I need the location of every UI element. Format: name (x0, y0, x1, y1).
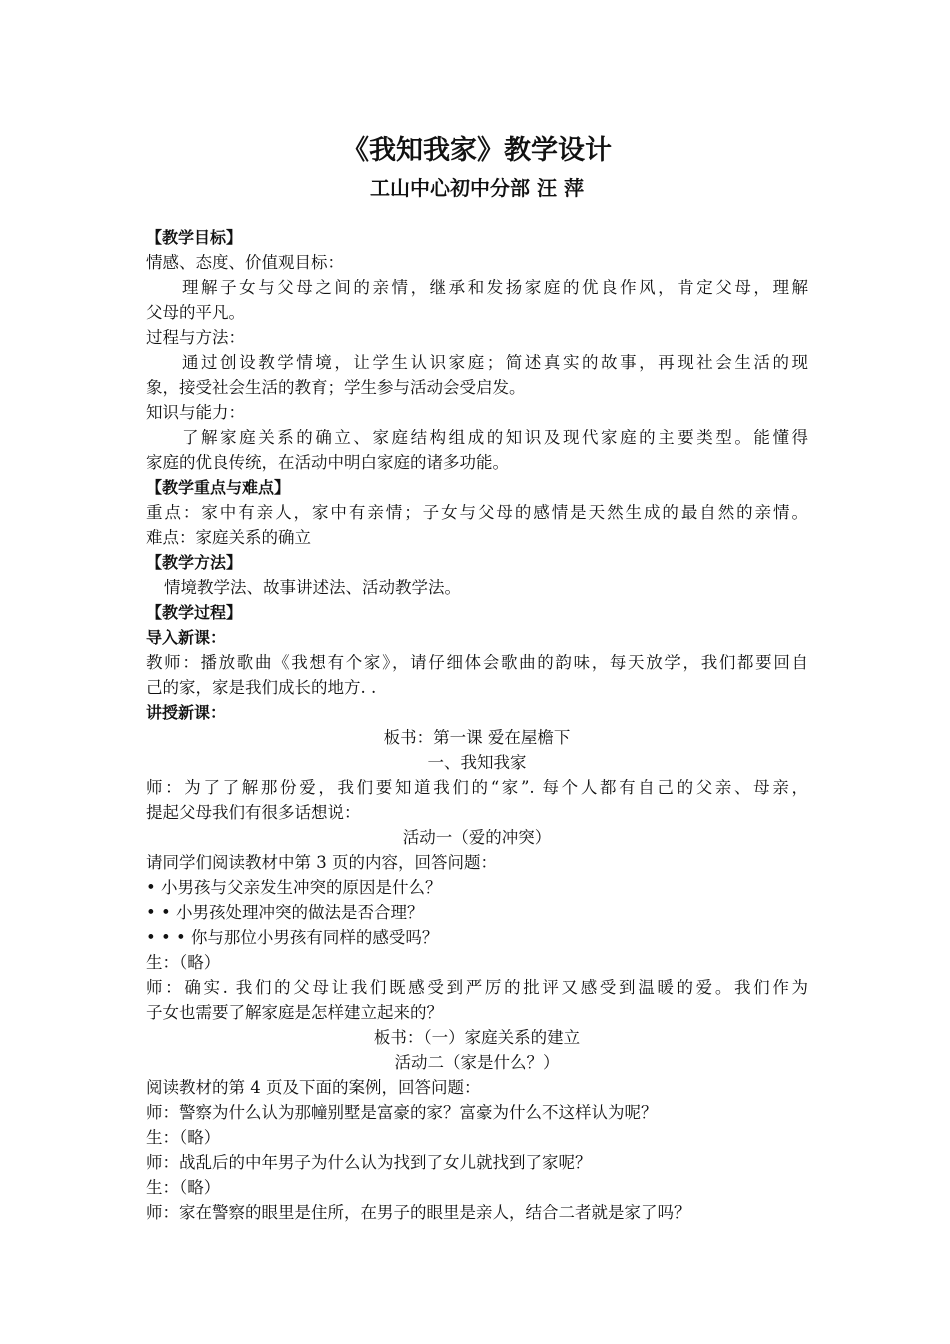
text-line: 重点：家中有亲人，家中有亲情；子女与父母的感情是天然生成的最自然的亲情。 (146, 503, 808, 522)
text-line: 一、我知我家 (427, 753, 527, 772)
text-line: • 小男孩与父亲发生冲突的原因是什么？ (146, 878, 442, 897)
text-line: 师：警察为什么认为那幢别墅是富豪的家？富豪为什么不这样认为呢？ (146, 1103, 658, 1122)
document-title: 《我知我家》教学设计 (342, 135, 612, 166)
text-line: • • • 你与那位小男孩有同样的感受吗？ (146, 928, 439, 947)
text-line: 师：家在警察的眼里是住所，在男子的眼里是亲人，结合二者就是家了吗？ (146, 1203, 691, 1222)
document-subtitle: 工山中心初中分部 汪 萍 (370, 176, 584, 200)
text-line: 师：确实. 我们的父母让我们既感受到严厉的批评又感受到温暖的爱。我们作为 (146, 978, 808, 997)
text-line: • • 小男孩处理冲突的做法是否合理？ (146, 903, 424, 922)
text-line: 生：（略） (146, 953, 221, 972)
text-line: 过程与方法： (146, 328, 245, 347)
text-line: 板书：第一课 爱在屋檐下 (383, 728, 571, 747)
section-heading: 讲授新课： (146, 703, 227, 722)
section-heading: 【教学过程】 (146, 603, 243, 622)
text-line: 子女也需要了解家庭是怎样建立起来的？ (146, 1003, 443, 1022)
text-line: 家庭的优良传统，在活动中明白家庭的诸多功能。 (146, 453, 509, 472)
text-line: 师：战乱后的中年男子为什么认为找到了女儿就找到了家呢？ (146, 1153, 592, 1172)
text-line: 教师：播放歌曲《我想有个家》，请仔细体会歌曲的韵味，每天放学，我们都要回自 (146, 653, 808, 672)
text-line: 生：（略） (146, 1128, 221, 1147)
text-line: 理解子女与父母之间的亲情，继承和发扬家庭的优良作风，肯定父母，理解 (182, 278, 808, 297)
text-line: 活动二（家是什么？） (394, 1053, 560, 1072)
section-heading: 导入新课： (146, 628, 227, 647)
text-line: 情感、态度、价值观目标： (146, 253, 344, 272)
text-line: 情境教学法、故事讲述法、活动教学法。 (164, 578, 461, 597)
text-line: 板书：（一）家庭关系的建立 (373, 1028, 581, 1047)
text-line: 生：（略） (146, 1178, 221, 1197)
text-line: 活动一（爱的冲突） (402, 828, 552, 847)
text-line: 象，接受社会生活的教育；学生参与活动会受启发。 (146, 378, 526, 397)
section-heading: 【教学目标】 (146, 228, 243, 247)
document-body (146, 225, 808, 1225)
text-line: 通过创设教学情境，让学生认识家庭；简述真实的故事，再现社会生活的现 (182, 353, 808, 372)
text-line: 知识与能力： (146, 403, 245, 422)
text-line: 提起父母我们有很多话想说： (146, 803, 361, 822)
text-line: 父母的平凡。 (146, 303, 245, 322)
text-line: 师：为了了解那份爱，我们要知道我们的“家”. 每个人都有自己的父亲、母亲， (146, 778, 808, 797)
section-heading: 【教学方法】 (146, 553, 243, 572)
text-line: 难点：家庭关系的确立 (146, 528, 311, 547)
text-line: 请同学们阅读教材中第 3 页的内容，回答问题： (146, 853, 497, 872)
text-line: 己的家，家是我们成长的地方. . (146, 678, 377, 697)
text-line: 阅读教材的第 4 页及下面的案例，回答问题： (146, 1078, 481, 1097)
text-line: 了解家庭关系的确立、家庭结构组成的知识及现代家庭的主要类型。能懂得 (182, 428, 808, 447)
section-heading: 【教学重点与难点】 (146, 478, 291, 497)
